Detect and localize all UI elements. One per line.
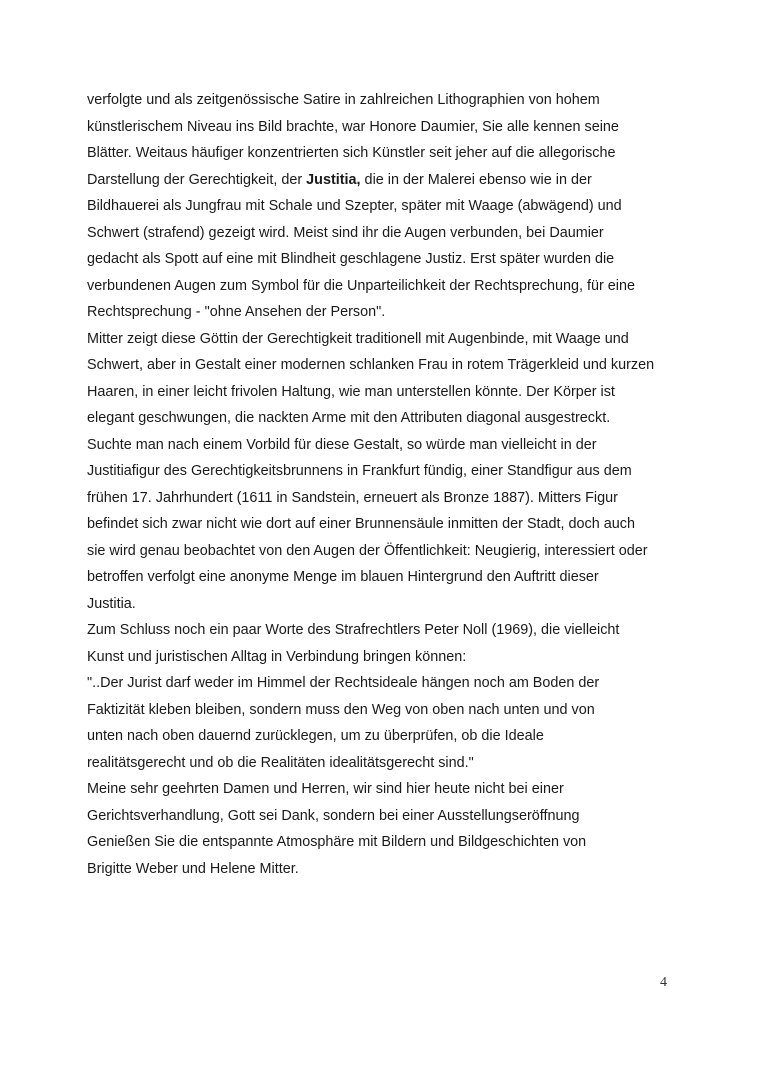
page-number: 4 [660,975,667,990]
text-line: realitätsgerecht und ob die Realitäten idealitätsgerecht sind." [87,754,474,771]
text-line: Kunst und juristischen Alltag in Verbindung bringen können: [87,648,467,665]
text-line: befindet sich zwar nicht wie dort auf einer Brunnensäule inmitten der Stadt, doch auch [87,516,635,532]
text-segment: die in der Malerei ebenso wie in der [360,171,592,188]
text-line: Meine sehr geehrten Damen und Herren, wir sind hier heute nicht bei einer [87,781,564,797]
emphasized-term: Justitia, [306,171,361,188]
text-line: Bildhauerei als Jungfrau mit Schale und Szepter, später mit Waage (abwägend) und [87,198,622,214]
text-line: Justitiafigur des Gerechtigkeitsbrunnens in Frankfurt fündig, einer Standfigur aus dem [87,463,632,479]
text-line [87,167,687,194]
body-text [87,87,687,882]
text-line: Zum Schluss noch ein paar Worte des Strafrechtlers Peter Noll (1969), die vielleicht [87,622,620,638]
text-line: Justitia. [87,595,136,612]
text-line: unten nach oben dauernd zurücklegen, um zu überprüfen, ob die Ideale [87,728,544,744]
text-line: Brigitte Weber und Helene Mitter. [87,860,299,877]
text-line: sie wird genau beobachtet von den Augen der Öffentlichkeit: Neugierig, interessiert oder [87,542,648,559]
text-line: Suchte man nach einem Vorbild für diese Gestalt, so würde man vielleicht in der [87,436,597,453]
text-line: Blätter. Weitaus häufiger konzentrierten sich Künstler seit jeher auf die allegorische [87,145,616,161]
text-line: "..Der Jurist darf weder im Himmel der Rechtsideale hängen noch am Boden der [87,675,600,691]
text-line: Schwert (strafend) gezeigt wird. Meist sind ihr die Augen verbunden, bei Daumier [87,224,604,241]
text-line: Rechtsprechung - "ohne Ansehen der Person". [87,304,386,320]
text-line: betroffen verfolgt eine anonyme Menge im blauen Hintergrund den Auftritt dieser [87,569,599,585]
text-line: Schwert, aber in Gestalt einer modernen schlanken Frau in rotem Trägerkleid und kurzen [87,357,655,373]
text-line: Haaren, in einer leicht frivolen Haltung, wie man unterstellen könnte. Der Körper ist [87,383,615,400]
text-line: elegant geschwungen, die nackten Arme mit den Attributen diagonal ausgestreckt. [87,410,611,426]
text-segment: Darstellung der Gerechtigkeit, der [87,171,307,188]
text-line: Faktizität kleben bleiben, sondern muss den Weg von oben nach unten und von [87,701,595,718]
text-line: künstlerischem Niveau ins Bild brachte, war Honore Daumier, Sie alle kennen seine [87,118,619,135]
text-line: Mitter zeigt diese Göttin der Gerechtigkeit traditionell mit Augenbinde, mit Waage und [87,330,629,347]
text-line: frühen 17. Jahrhundert (1611 in Sandstein, erneuert als Bronze 1887). Mitters Figur [87,489,618,506]
text-line: Gerichtsverhandlung, Gott sei Dank, sondern bei einer Ausstellungseröffnung [87,807,580,824]
text-line: verbundenen Augen zum Symbol für die Unparteilichkeit der Rechtsprechung, für eine [87,277,635,294]
text-line: gedacht als Spott auf eine mit Blindheit geschlagene Justiz. Erst später wurden die [87,251,615,267]
text-line: verfolgte und als zeitgenössische Satire in zahlreichen Lithographien von hohem [87,92,600,108]
text-line: Genießen Sie die entspannte Atmosphäre mit Bildern und Bildgeschichten von [87,834,587,850]
